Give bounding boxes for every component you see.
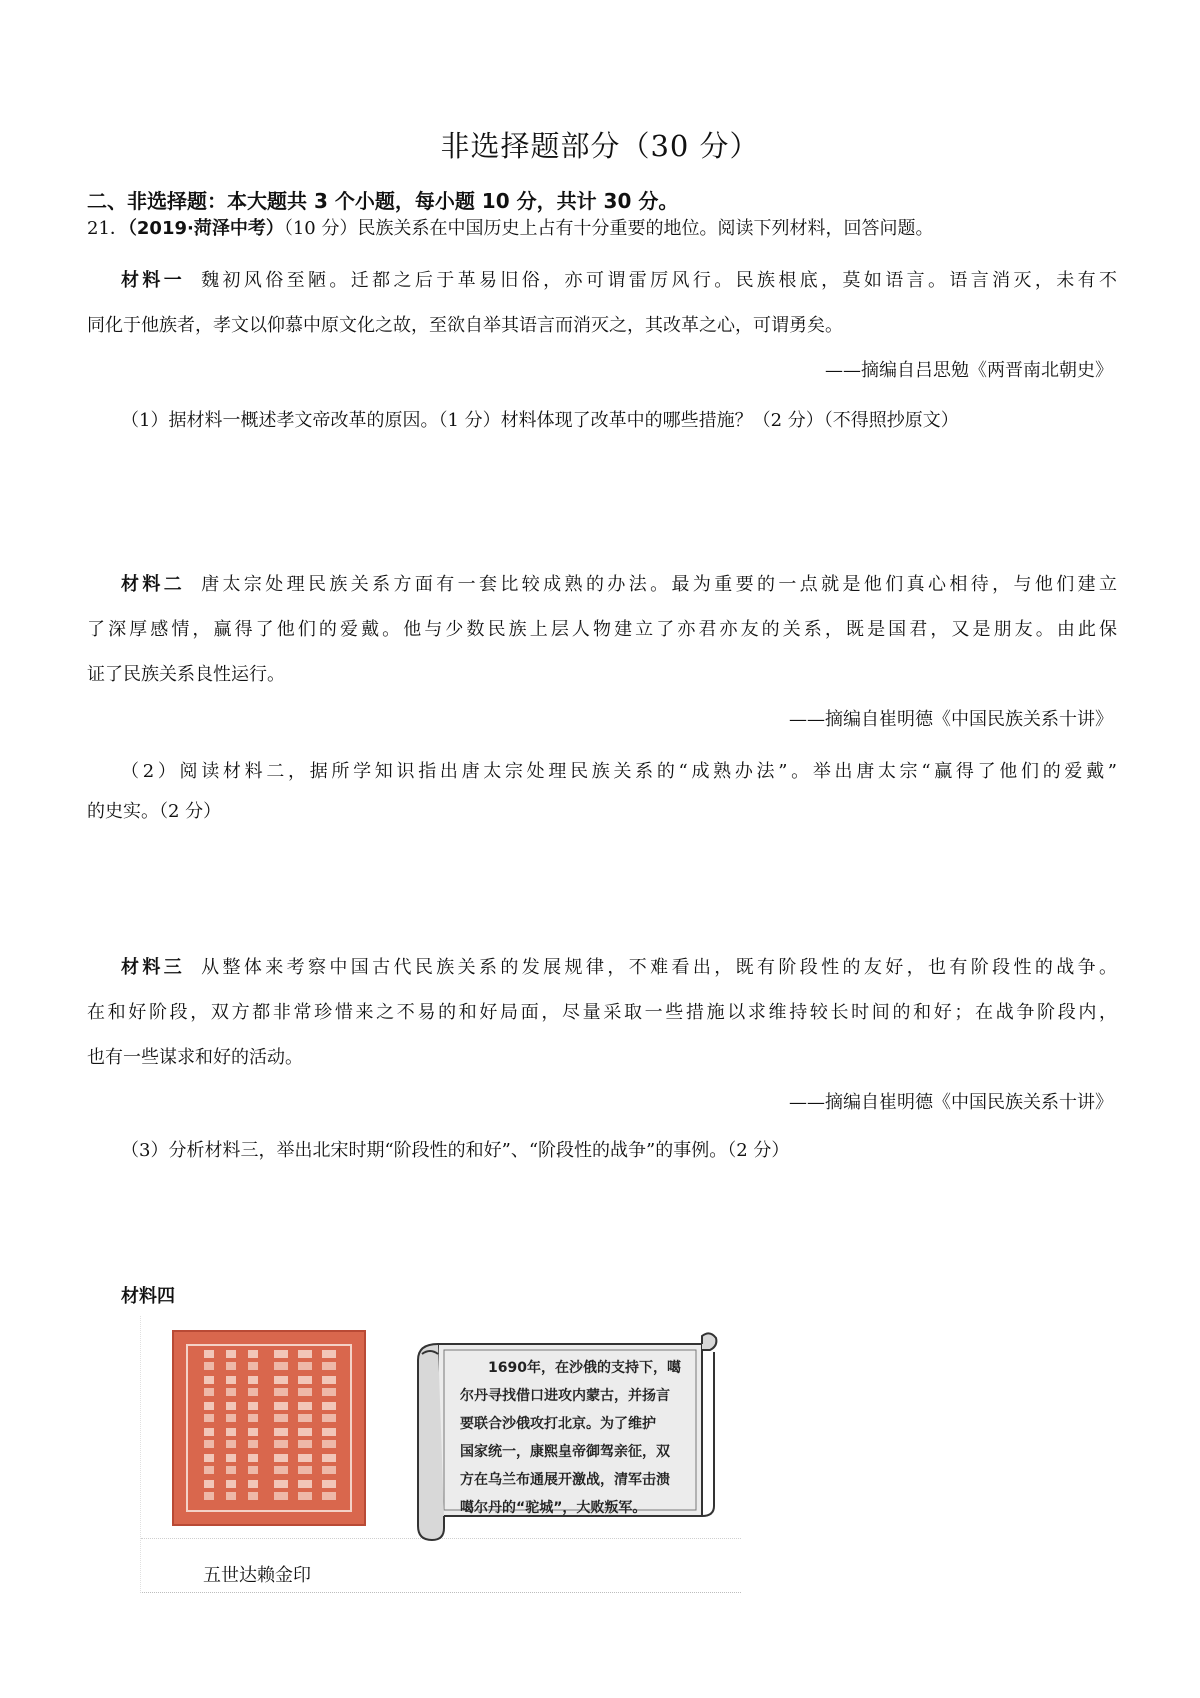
scroll-line: 要联合沙俄攻打北京。为了维护	[460, 1416, 656, 1432]
question-2-line-1: （2）阅读材料二，据所学知识指出唐太宗处理民族关系的“成熟办法”。举出唐太宗“赢得了他们的爱戴”	[121, 761, 1117, 782]
scroll-line: 噶尔丹的“驼城”，大败叛军。	[460, 1500, 647, 1516]
question-1: （1）据材料一概述孝文帝改革的原因。（1 分）材料体现了改革中的哪些措施？（2 分）（不得照抄原文）	[121, 410, 959, 431]
scroll-text	[460, 1354, 692, 1522]
question-text: （10 分）民族关系在中国历史上占有十分重要的地位。阅读下列材料，回答问题。	[283, 218, 934, 239]
seal-script-column	[274, 1350, 288, 1500]
material-2-label: 材料二	[121, 574, 186, 595]
material-2-line-3: 证了民族关系良性运行。	[87, 664, 285, 685]
seal-script-column	[226, 1350, 236, 1500]
material-1-line-2: 同化于他族者，孝文以仰慕中原文化之故，至欲自举其语言而消灭之，其改革之心，可谓勇矣。	[87, 315, 843, 336]
question-number: 21．	[87, 218, 128, 239]
seal-script-column	[248, 1350, 258, 1500]
history-scroll-image	[404, 1330, 720, 1542]
scroll-line: 方在乌兰布通展开激战，清军击溃	[460, 1472, 670, 1488]
question-21-intro	[87, 214, 933, 244]
scroll-line: 1690年，在沙俄的支持下，噶	[488, 1360, 681, 1376]
dalai-lama-gold-seal-image	[172, 1330, 366, 1526]
material-4-label-text: 材料四	[121, 1286, 175, 1307]
material-1-label: 材料一	[121, 270, 186, 291]
scroll-line: 国家统一，康熙皇帝御驾亲征，双	[460, 1444, 670, 1460]
material-3-source: ——摘编自崔明德《中国民族关系十讲》	[789, 1092, 1113, 1113]
material-1-text-1: 魏初风俗至陋。迁都之后于革易旧俗，亦可谓雷厉风行。民族根底，莫如语言。语言消灭，未有不	[201, 270, 1118, 291]
material-4-label	[121, 1282, 175, 1312]
material-1-source: ——摘编自吕思勉《两晋南北朝史》	[825, 360, 1113, 381]
material-3-text-1: 从整体来考察中国古代民族关系的发展规律，不难看出，既有阶段性的友好，也有阶段性的战争。	[201, 957, 1118, 978]
seal-script-column	[322, 1350, 336, 1500]
material-2-text-1: 唐太宗处理民族关系方面有一套比较成熟的办法。最为重要的一点就是他们真心相待，与他们建立	[201, 574, 1118, 595]
page-title: 非选择题部分（30 分）	[440, 129, 760, 163]
seal-script-column	[298, 1350, 312, 1500]
material-2-line-2: 了深厚感情，赢得了他们的爱戴。他与少数民族上层人物建立了亦君亦友的关系，既是国君，又是朋友。由此保	[87, 619, 1117, 640]
material-1-line-1	[87, 258, 1117, 303]
section-heading: 二、非选择题：本大题共 3 个小题，每小题 10 分，共计 30 分。	[87, 189, 679, 213]
seal-caption: 五世达赖金印	[203, 1565, 311, 1586]
question-source: （2019·菏泽中考）	[127, 218, 284, 239]
question-3: （3）分析材料三，举出北宋时期“阶段性的和好”、“阶段性的战争”的事例。（2 分）	[121, 1140, 790, 1161]
material-3-line-2: 在和好阶段，双方都非常珍惜来之不易的和好局面，尽量采取一些措施以求维持较长时间的和好；在战争阶段内，	[87, 1002, 1117, 1023]
seal-script-column	[204, 1350, 214, 1500]
material-3-line-1	[87, 945, 1117, 990]
question-2-line-2: 的史实。（2 分）	[87, 801, 222, 822]
scroll-line: 尔丹寻找借口进攻内蒙古，并扬言	[460, 1388, 670, 1404]
material-2-line-1	[87, 562, 1117, 607]
material-3-label: 材料三	[121, 957, 186, 978]
material-2-source: ——摘编自崔明德《中国民族关系十讲》	[789, 709, 1113, 730]
material-3-line-3: 也有一些谋求和好的活动。	[87, 1047, 303, 1068]
